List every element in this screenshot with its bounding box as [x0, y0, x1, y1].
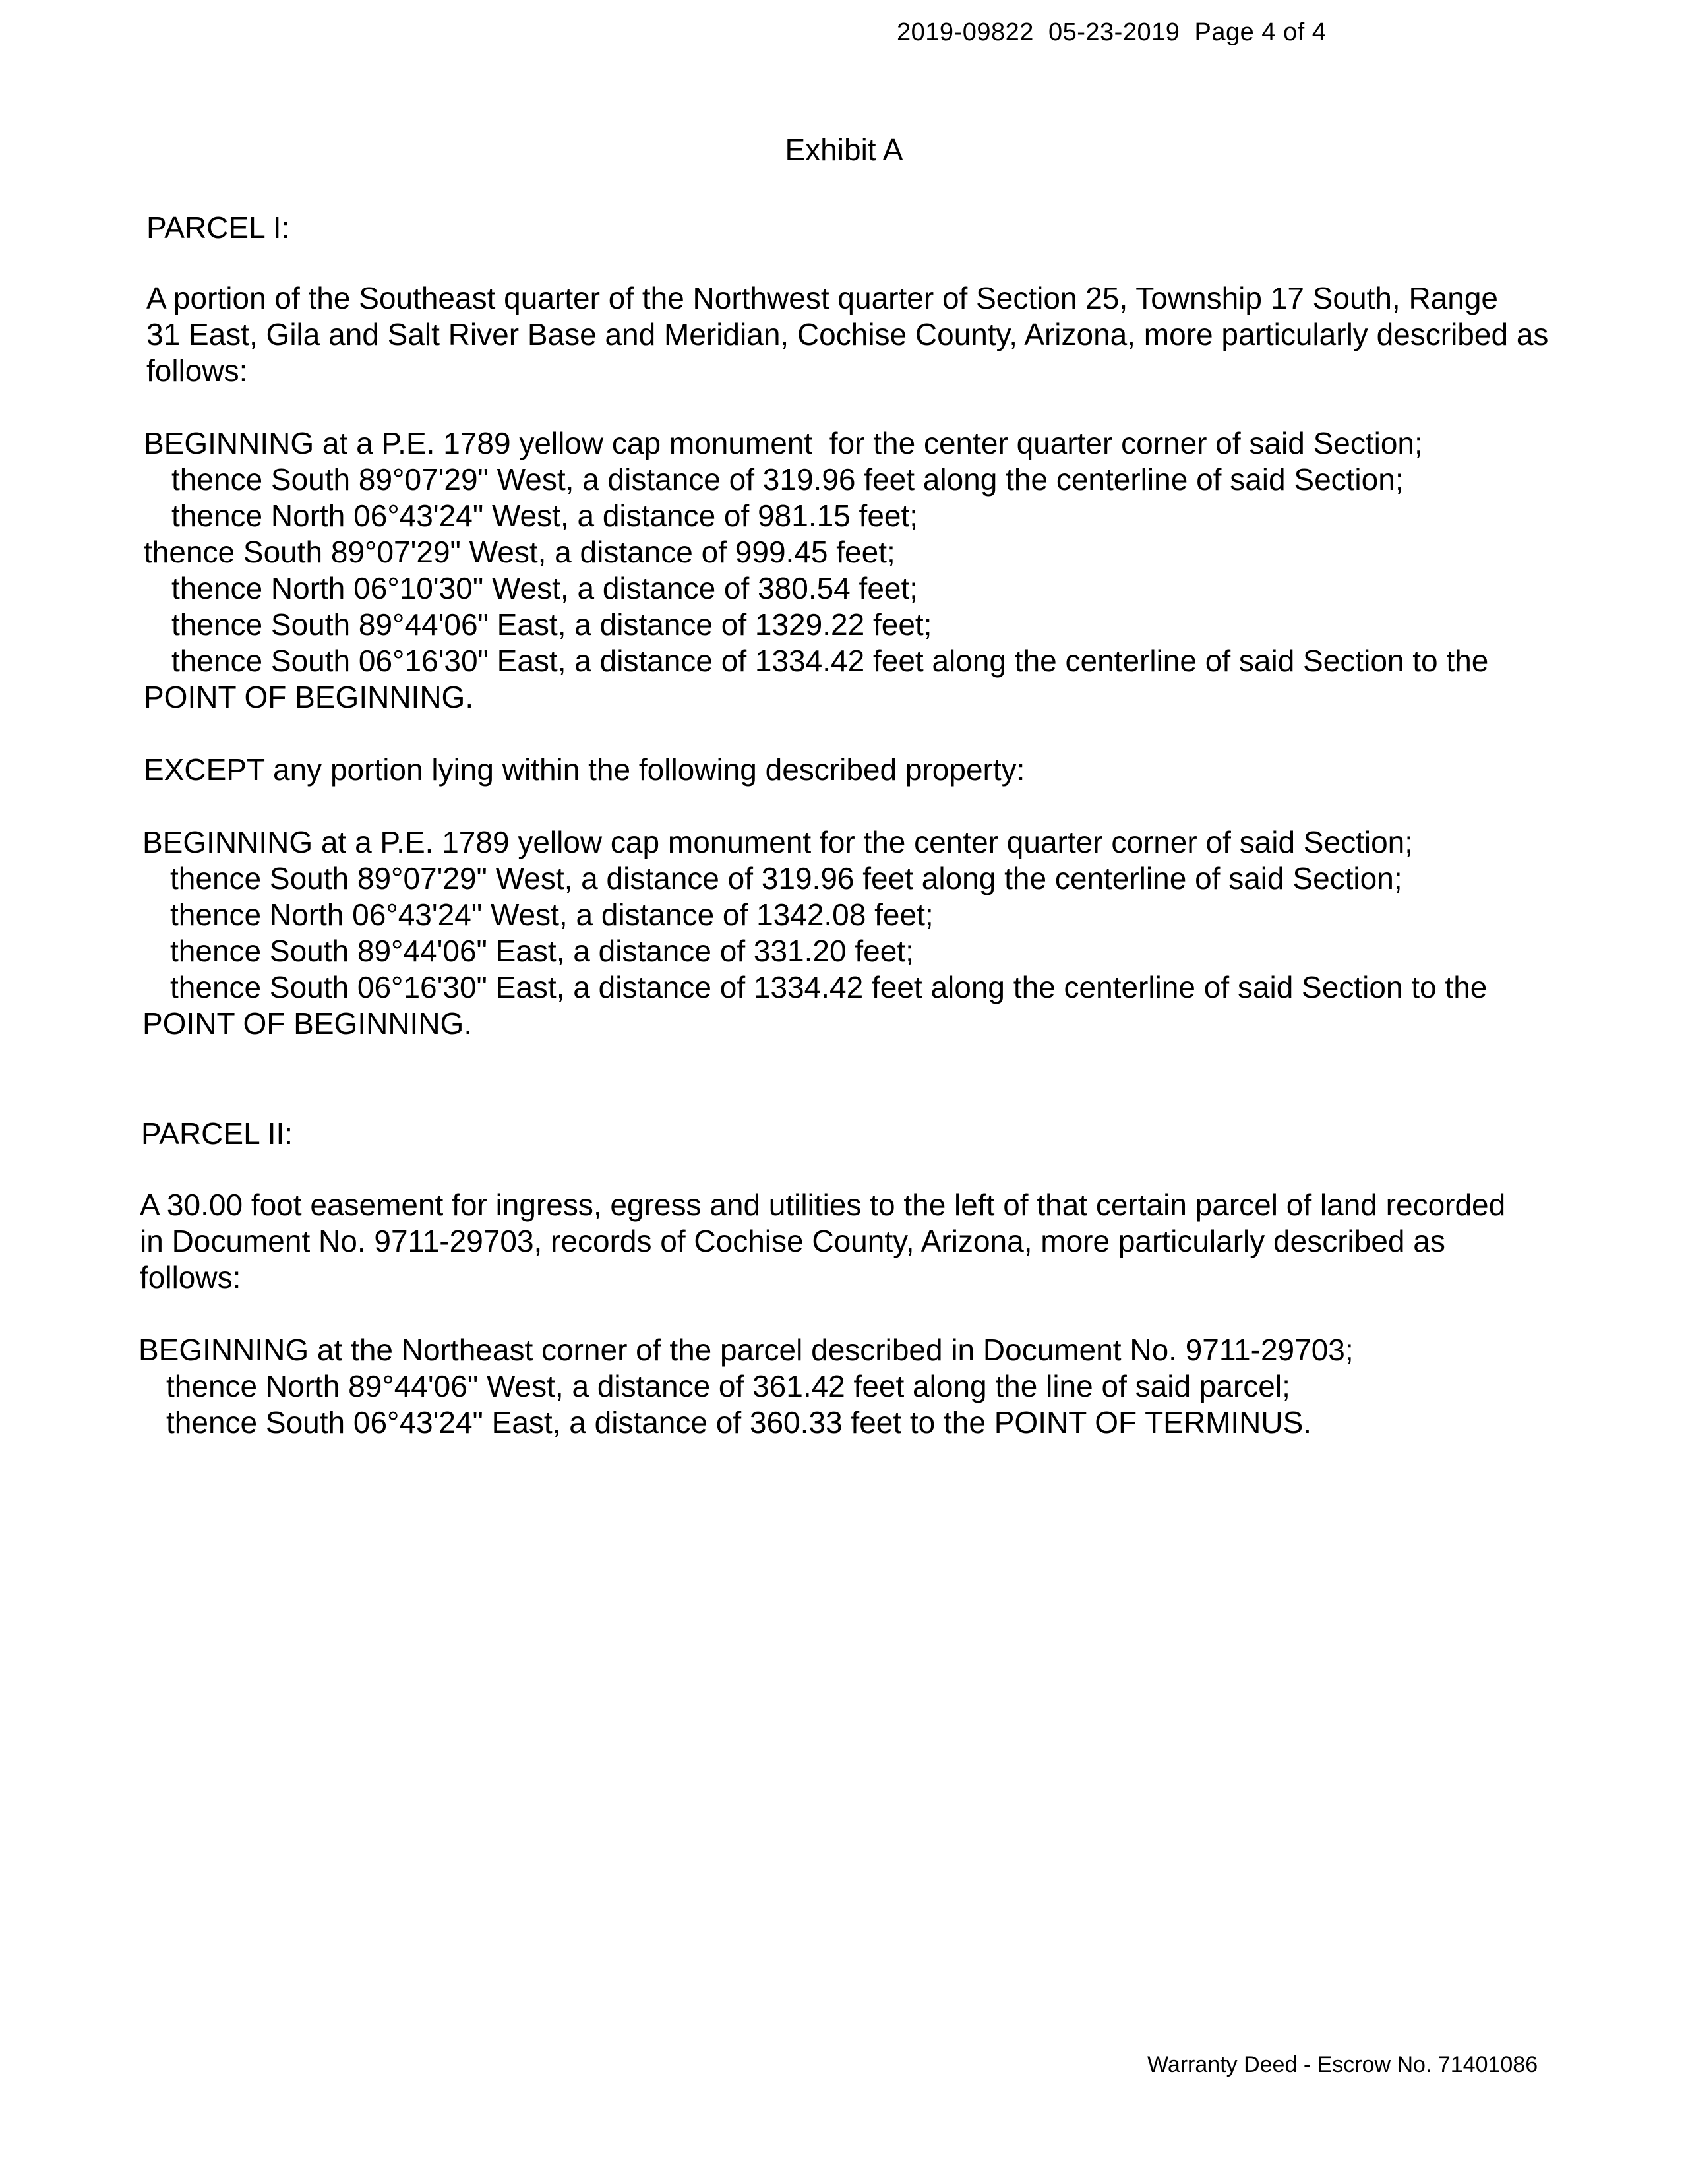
parcel-2-course-line: thence North 89°44'06" West, a distance of 361.42 feet along the line of said parcel;	[166, 1369, 1290, 1403]
parcel-2-description-line: A 30.00 foot easement for ingress, egress and utilities to the left of that certain parcel of land recorded	[140, 1188, 1506, 1222]
parcel-1-description-line: follows:	[146, 353, 248, 388]
parcel-2-description	[140, 1187, 1688, 1296]
exhibit-title: Exhibit A	[785, 133, 903, 167]
parcel-1-courses	[144, 425, 1688, 715]
parcel-2-description-line: follows:	[140, 1260, 241, 1294]
parcel-1-description	[146, 280, 1688, 389]
except-course-line: thence South 06°16'30" East, a distance of 1334.42 feet along the centerline of said Section to the	[170, 970, 1488, 1004]
parcel-2-courses	[138, 1332, 1688, 1441]
parcel-1-course-line: thence North 06°43'24" West, a distance of 981.15 feet;	[171, 499, 919, 533]
document-footer: Warranty Deed - Escrow No. 71401086	[1147, 2052, 1538, 2077]
parcel-1-course-line: thence South 89°07'29" West, a distance of 999.45 feet;	[144, 535, 895, 569]
except-course-line: thence North 06°43'24" West, a distance of 1342.08 feet;	[170, 897, 934, 932]
except-course-line: POINT OF BEGINNING.	[142, 1006, 473, 1041]
parcel-1-course-line: thence South 89°07'29" West, a distance of 319.96 feet along the centerline of said Section;	[171, 462, 1404, 497]
parcel-1-course-line: thence South 06°16'30" East, a distance of 1334.42 feet along the centerline of said Section to the	[171, 644, 1489, 678]
parcel-2-heading: PARCEL II:	[141, 1116, 293, 1151]
parcel-1-except-courses	[142, 824, 1688, 1042]
parcel-1-course-line: thence South 89°44'06" East, a distance of 1329.22 feet;	[171, 607, 932, 642]
parcel-2-course-line: BEGINNING at the Northeast corner of the parcel described in Document No. 9711-29703;	[138, 1333, 1354, 1367]
parcel-1-except-intro: EXCEPT any portion lying within the following described property:	[144, 752, 1025, 787]
parcel-2-description-line: in Document No. 9711-29703, records of Cochise County, Arizona, more particularly described as	[140, 1224, 1445, 1258]
parcel-1-heading: PARCEL I:	[146, 210, 290, 245]
parcel-1-course-line: thence North 06°10'30" West, a distance of 380.54 feet;	[171, 571, 919, 605]
except-course-line: thence South 89°44'06" East, a distance of 331.20 feet;	[170, 934, 914, 968]
page-stamp: 2019-09822 05-23-2019 Page 4 of 4	[897, 18, 1327, 46]
parcel-1-course-line: POINT OF BEGINNING.	[144, 680, 474, 714]
parcel-1-course-line: BEGINNING at a P.E. 1789 yellow cap monument for the center quarter corner of said Section;	[144, 426, 1423, 460]
parcel-1-description-line: 31 East, Gila and Salt River Base and Meridian, Cochise County, Arizona, more particularly described as	[146, 317, 1549, 351]
parcel-2-course-line: thence South 06°43'24" East, a distance of 360.33 feet to the POINT OF TERMINUS.	[166, 1405, 1312, 1440]
except-course-line: thence South 89°07'29" West, a distance of 319.96 feet along the centerline of said Section;	[170, 861, 1402, 895]
except-course-line: BEGINNING at a P.E. 1789 yellow cap monument for the center quarter corner of said Section;	[142, 825, 1414, 859]
parcel-1-description-line: A portion of the Southeast quarter of the Northwest quarter of Section 25, Township 17 South, Range	[146, 281, 1499, 315]
